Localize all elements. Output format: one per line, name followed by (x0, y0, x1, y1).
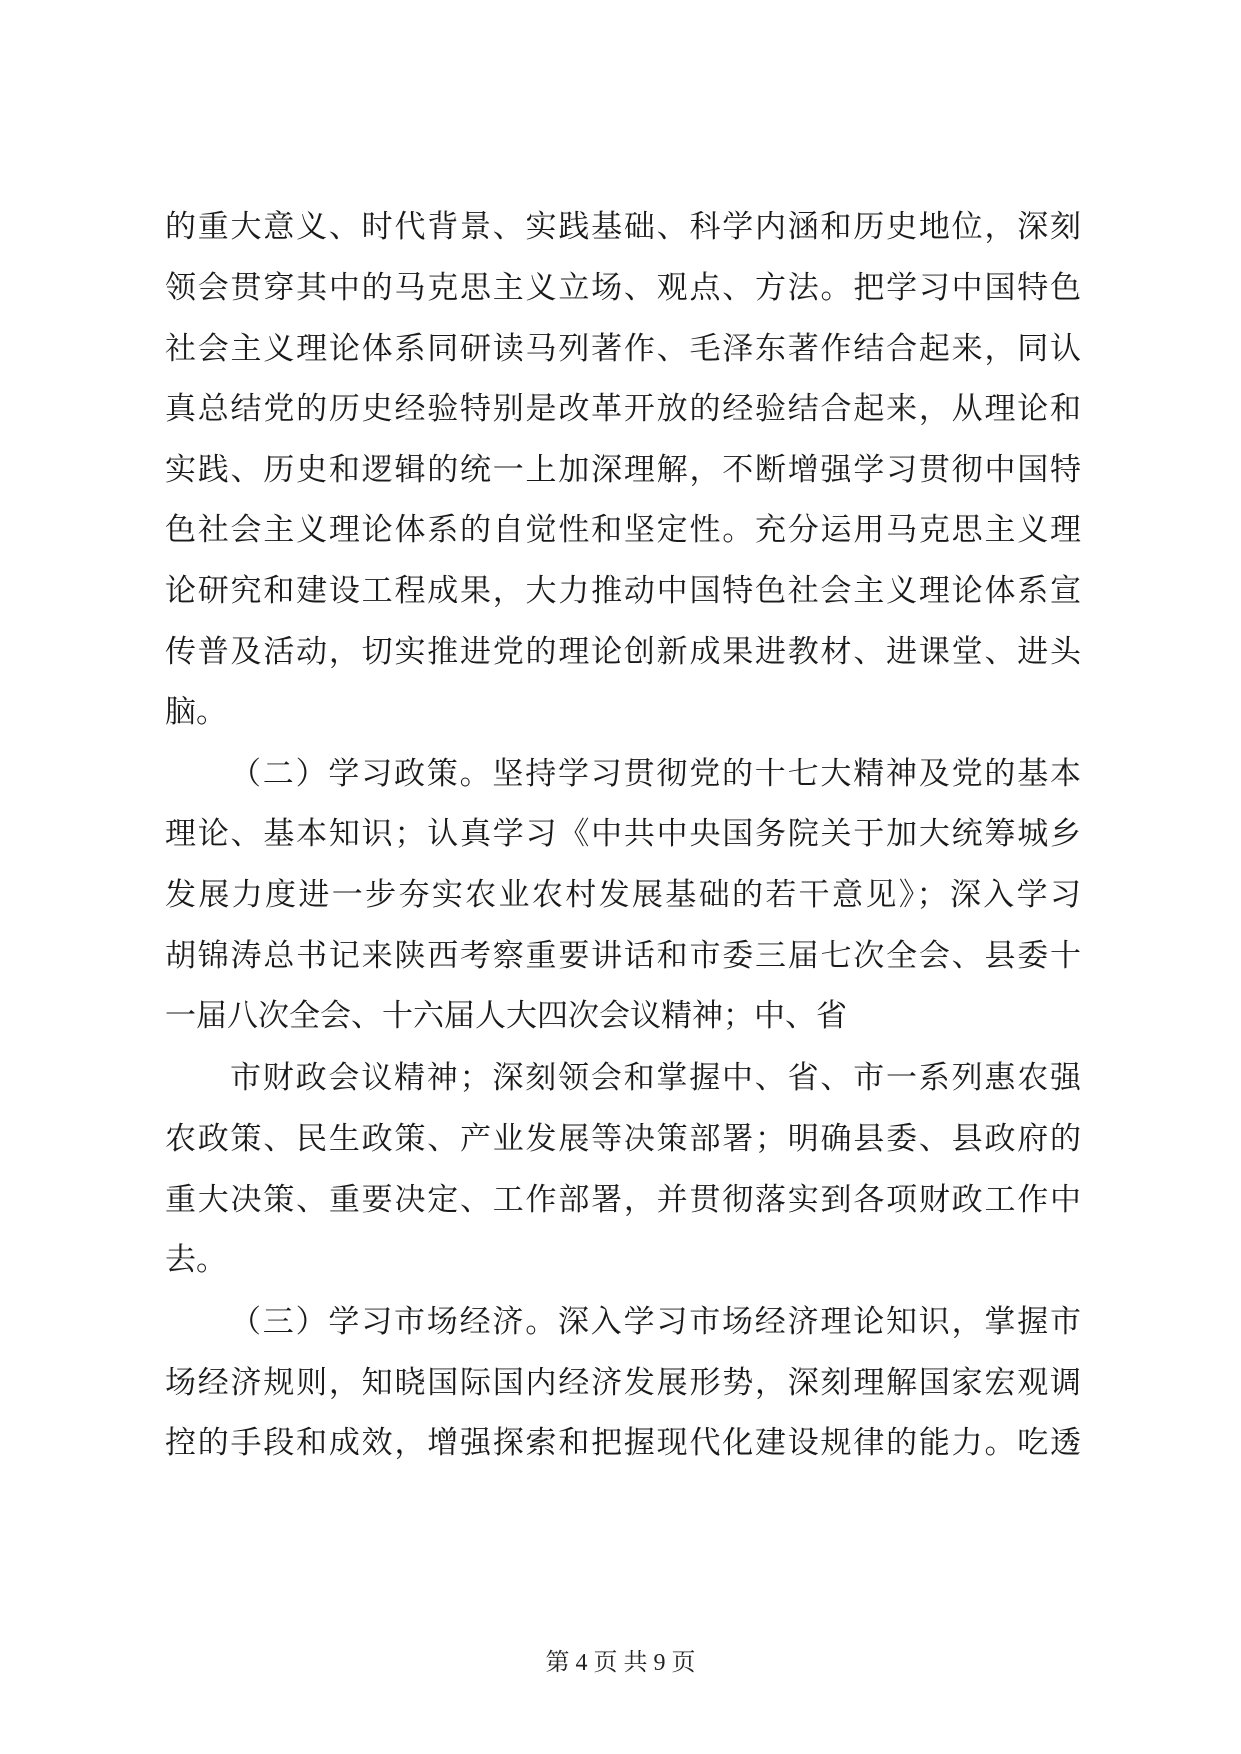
paragraph-line: 理论、基本知识；认真学习《中共中央国务院关于加大统筹城乡 (165, 816, 1081, 852)
paragraph-line: 脑。 (165, 694, 227, 730)
section-heading-line: （三）学习市场经济。深入学习市场经济理论知识，掌握市 (230, 1304, 1081, 1340)
paragraph-line: 真总结党的历史经验特别是改革开放的经验结合起来，从理论和 (165, 391, 1081, 427)
paragraph-line: 控的手段和成效，增强探索和把握现代化建设规律的能力。吃透 (165, 1425, 1081, 1461)
paragraph-line: 去。 (165, 1242, 227, 1278)
paragraph-line: 胡锦涛总书记来陕西考察重要讲话和市委三届七次全会、县委十 (165, 938, 1081, 974)
paragraph-line: 传普及活动，切实推进党的理论创新成果进教材、进课堂、进头 (165, 634, 1081, 670)
paragraph-line: 重大决策、重要决定、工作部署，并贯彻落实到各项财政工作中 (165, 1182, 1081, 1218)
paragraph-line: 发展力度进一步夯实农业农村发展基础的若干意见》；深入学习 (165, 877, 1081, 913)
paragraph-line: 一届八次全会、十六届人大四次会议精神；中、省 (165, 998, 847, 1034)
paragraph-line: 领会贯穿其中的马克思主义立场、观点、方法。把学习中国特色 (165, 270, 1081, 306)
paragraph-line: 社会主义理论体系同研读马列著作、毛泽东著作结合起来，同认 (165, 331, 1081, 367)
page-number-footer: 第 4 页 共 9 页 (545, 1650, 696, 1676)
paragraph-line: 实践、历史和逻辑的统一上加深理解，不断增强学习贯彻中国特 (165, 452, 1081, 488)
section-heading-line: （二）学习政策。坚持学习贯彻党的十七大精神及党的基本 (230, 756, 1081, 792)
paragraph-line: 农政策、民生政策、产业发展等决策部署；明确县委、县政府的 (165, 1121, 1081, 1157)
paragraph-line: 色社会主义理论体系的自觉性和坚定性。充分运用马克思主义理 (165, 512, 1081, 548)
paragraph-line: 市财政会议精神；深刻领会和掌握中、省、市一系列惠农强 (230, 1060, 1081, 1096)
paragraph-line: 的重大意义、时代背景、实践基础、科学内涵和历史地位，深刻 (165, 209, 1081, 245)
paragraph-line: 论研究和建设工程成果，大力推动中国特色社会主义理论体系宣 (165, 573, 1081, 609)
paragraph-line: 场经济规则，知晓国际国内经济发展形势，深刻理解国家宏观调 (165, 1365, 1081, 1401)
